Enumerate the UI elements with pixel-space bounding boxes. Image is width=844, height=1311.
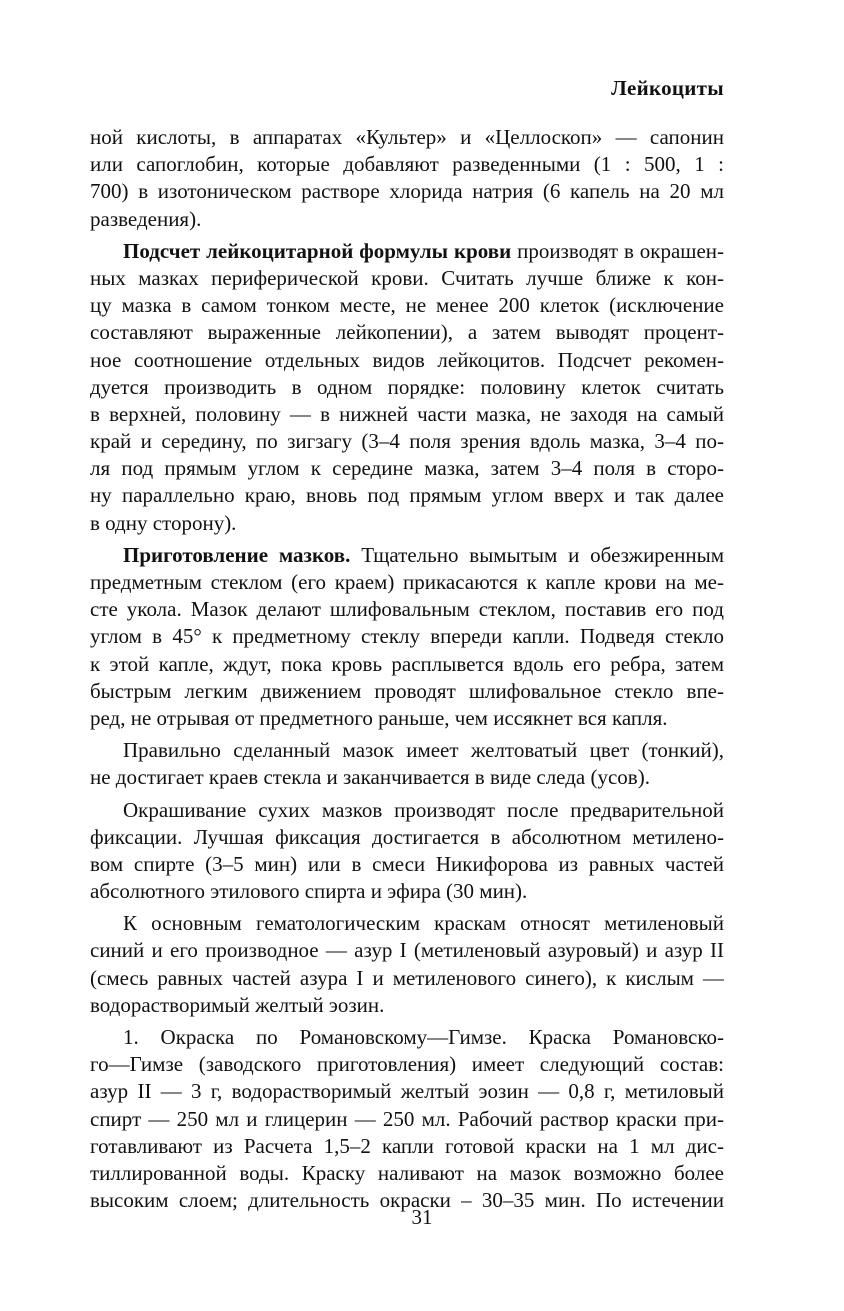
- text-line: [90, 542, 724, 569]
- text-line: 700) в изотоническом растворе хлорида натрия (6 капель на 20 мл: [90, 179, 724, 204]
- text-line: абсолютного этилового спирта и эфира (30 мин).: [90, 879, 528, 904]
- text-line: (смесь равных частей азура I и метиленового синего), к кислым —: [90, 965, 724, 990]
- paragraph: [90, 238, 724, 537]
- paragraph: [90, 737, 724, 791]
- text-line: ля под прямым углом к середине мазка, затем 3–4 поля в сторо-: [90, 456, 724, 481]
- text-line: или сапоглобин, которые добавляют разведенными (1 : 500, 1 :: [90, 152, 724, 177]
- paragraph: [90, 1024, 724, 1214]
- text-line: го—Гимзе (заводского приготовления) имеет следующий состав:: [90, 1052, 724, 1077]
- page-number: 31: [411, 1205, 433, 1229]
- text-line: К основным гематологическим краскам относят метиленовый: [123, 911, 724, 936]
- text-line: высоким слоем; длительность окраски – 30–35 мин. По истечении: [90, 1188, 724, 1213]
- bold-lead-phrase: Приготовление мазков.: [123, 542, 351, 567]
- text-line: фиксации. Лучшая фиксация достигается в абсолютном метилено-: [90, 824, 724, 849]
- text-line: край и середину, по зигзагу (3–4 поля зрения вдоль мазка, 3–4 по-: [90, 429, 724, 454]
- text-line: в одну сторону).: [90, 510, 237, 535]
- text-line: разведения).: [90, 206, 202, 231]
- text-line: азур II — 3 г, водорастворимый желтый эозин — 0,8 г, метиловый: [90, 1079, 724, 1104]
- paragraph: [90, 910, 724, 1019]
- text-line: к этой капле, ждут, пока кровь расплывется вдоль его ребра, затем: [90, 651, 724, 676]
- text-line: сте укола. Мазок делают шлифовальным стеклом, поставив его под: [90, 597, 724, 622]
- text-line: быстрым легким движением проводят шлифовальное стекло впе-: [90, 678, 724, 703]
- text-line: в верхней, половину — в нижней части мазка, не заходя на самый: [90, 401, 724, 426]
- text-line: вом спирте (3–5 мин) или в смеси Никифорова из равных частей: [90, 851, 724, 876]
- text-line: цу мазка в самом тонком месте, не менее 200 клеток (исключение: [90, 293, 724, 318]
- body-text: [90, 124, 724, 1214]
- text-line: не достигает краев стекла и заканчивается в виде следа (усов).: [90, 765, 650, 790]
- text-line: ну параллельно краю, вновь под прямым углом вверх и так далее: [90, 483, 724, 508]
- text-line: дуется производить в одном порядке: половину клеток считать: [90, 374, 724, 399]
- text-line: Окрашивание сухих мазков производят после предварительной: [123, 797, 724, 822]
- text-line: Правильно сделанный мазок имеет желтоватый цвет (тонкий),: [123, 738, 724, 763]
- text-line: синий и его производное — азур I (метиленовый азуровый) и азур II: [90, 938, 724, 963]
- text-line: ред, не отрывая от предметного раньше, чем иссякнет вся капля.: [90, 705, 668, 730]
- text-run: Тщательно вымытым и обезжиренным: [350, 542, 724, 567]
- text-line: предметным стеклом (его краем) прикасаются к капле крови на ме-: [90, 570, 724, 594]
- text-line: [90, 238, 724, 265]
- text-line: составляют выраженные лейкопении), а затем выводят процент-: [90, 320, 724, 345]
- bold-lead-phrase: Подсчет лейкоцитарной формулы крови: [123, 238, 512, 263]
- text-line: ное соотношение отдельных видов лейкоцитов. Подсчет рекомен-: [90, 347, 724, 372]
- text-line: спирт — 250 мл и глицерин — 250 мл. Рабочий раствор краски при-: [90, 1106, 724, 1131]
- paragraph: [90, 797, 724, 906]
- text-line: готавливают из Расчета 1,5–2 капли готовой краски на 1 мл дис-: [90, 1133, 724, 1158]
- text-run: производят в окрашен-: [511, 238, 724, 263]
- paragraph: [90, 542, 724, 732]
- text-line: 1. Окраска по Романовскому—Гимзе. Краска Романовско-: [123, 1025, 724, 1049]
- text-line: тиллированной воды. Краску наливают на мазок возможно более: [90, 1160, 724, 1185]
- running-header: Лейкоциты: [611, 76, 724, 100]
- text-line: водорастворимый желтый эозин.: [90, 992, 385, 1017]
- paragraph: [90, 124, 724, 233]
- text-line: ных мазках периферической крови. Считать лучше ближе к кон-: [90, 265, 724, 290]
- text-line: ной кислоты, в аппаратах «Культер» и «Целлоскоп» — сапонин: [90, 125, 724, 149]
- text-line: углом в 45° к предметному стеклу впереди капли. Подведя стекло: [90, 624, 724, 649]
